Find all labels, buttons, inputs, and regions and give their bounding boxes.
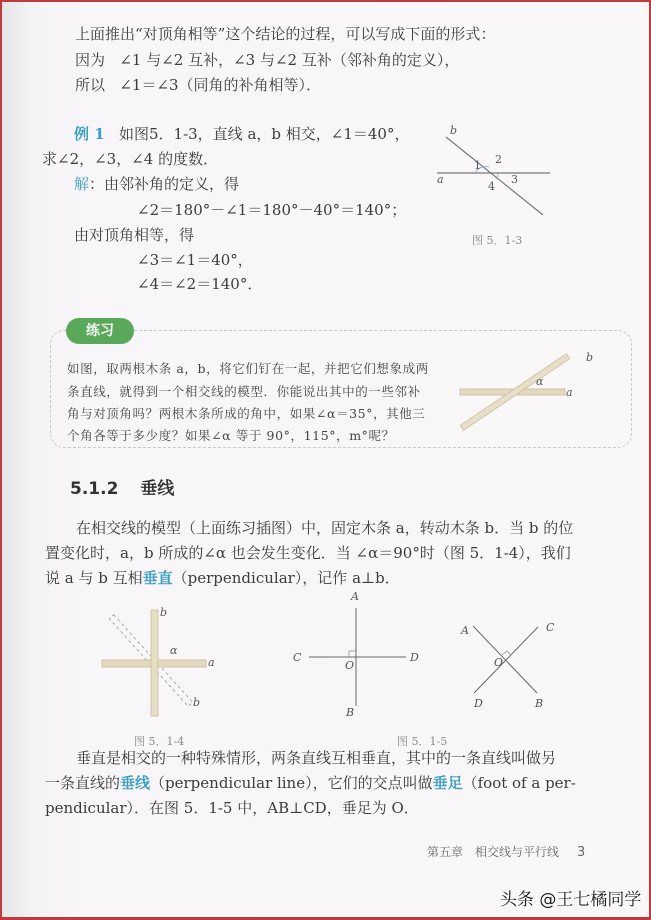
paragraph2-line-2 [45,773,576,793]
practice-badge: 练习 [66,318,134,344]
figure-5-1-3-diagram [430,125,560,220]
page-number: 3 [577,845,586,860]
practice-line-2: 条直线，就得到一个相交线的模型．你能说出其中的一些邻补 [67,384,421,399]
example-line-1 [74,124,409,144]
angle-2-label: 2 [495,153,502,166]
term-perpendicular-line: 垂线 [120,774,151,792]
angle-3-label: 3 [511,173,518,186]
term-perpendicular: 垂直 [142,569,173,587]
solution-label: 解 [74,175,90,193]
solution-text: ：由邻补角的定义，得 [89,175,240,193]
wooden-strips-diagram [455,350,580,420]
alpha-label: α [536,375,544,388]
practice-line-3: 角与对顶角吗？两根木条所成的角中，如果∠α＝35°，其他三 [67,406,426,421]
fig4-a-label: a [208,656,215,669]
example-label: 例 1 [74,125,105,143]
figure-5-1-4-caption: 图 5．1-4 [134,735,185,748]
label-b: b [450,124,458,137]
angle-1-label: 1 [474,159,481,172]
watermark: 头条 @王七橘同学 [500,890,642,910]
page-footer [427,843,585,860]
p2-line2-pre: 一条直线的 [45,774,121,792]
fig5-right-C: C [546,621,555,634]
fig4-b-bottom-label: b [193,696,201,709]
section-title: 垂线 [140,479,175,499]
term-foot: 垂足 [432,774,463,792]
p1-line3-post: （perpendicular），记作 a⊥b． [172,569,400,587]
fig5-left-D: D [410,651,419,664]
fig5-left-O: O [345,659,355,672]
fig5-left-B: B [346,706,355,719]
because-text: ∠1 与∠2 互补，∠3 与∠2 互补（邻补角的定义）， [119,51,460,69]
p2-line2-post: （foot of a per- [462,774,576,792]
paragraph2-line-1: 垂直是相交的一种特殊情形，两条直线互相垂直，其中的一条直线叫做另 [76,749,557,767]
intro-line-1: 上面推出“对顶角相等”这个结论的过程，可以写成下面的形式： [75,25,496,43]
fig4-b-top-label: b [160,606,168,619]
strip-b-label: b [586,351,594,364]
paragraph1-line-1: 在相交线的模型（上面练习插图）中，固定木条 a，转动木条 b．当 b 的位 [76,519,574,537]
label-a: a [437,173,444,186]
example-line-3 [74,174,239,194]
example-line-6: ∠3＝∠1＝40°， [137,251,253,269]
intro-line-2 [75,50,459,70]
fig5-left-A: A [351,590,359,603]
because-label: 因为 [75,51,106,69]
paragraph1-line-2: 置变化时，a，b 所成的∠α 也会发生变化．当 ∠α＝90°时（图 5．1-4），我们 [45,544,571,562]
figure-5-1-5-right-diagram [465,620,555,700]
therefore-text: ∠1＝∠3（同角的补角相等）． [119,76,322,94]
therefore-label: 所以 [75,76,106,94]
fig5-right-O: O [494,656,504,669]
section-heading [70,474,174,499]
practice-line-4: 个角各等于多少度？如果∠α 等于 90°，115°，m°呢？ [67,428,395,443]
fig5-right-B: B [535,697,544,710]
intro-line-3 [75,75,321,95]
figure-5-1-5-caption: 图 5．1-5 [397,735,448,748]
example-question: 如图5．1-3，直线 a，b 相交，∠1＝40°， [118,125,410,143]
fig5-right-A: A [461,624,469,637]
fig5-left-C: C [293,651,302,664]
paragraph2-line-3: pendicular）．在图 5．1-5 中，AB⊥CD，垂足为 O． [45,799,419,817]
section-number: 5.1.2 [70,479,119,499]
example-line-7: ∠4＝∠2＝140°． [137,275,263,293]
chapter-title: 第五章 相交线与平行线 [427,845,560,859]
p2-line2-mid: （perpendicular line），它们的交点叫做 [150,774,433,792]
figure-5-1-5-left-diagram [300,600,420,710]
fig5-right-D: D [474,697,483,710]
angle-4-label: 4 [488,180,495,193]
fig4-alpha-label: α [170,644,178,657]
example-line-4: ∠2＝180°－∠1＝180°－40°＝140°； [137,201,407,219]
paragraph1-line-3 [45,568,400,588]
practice-line-1: 如图，取两根木条 a，b，将它们钉在一起，并把它们想象成两 [67,361,429,376]
example-line-5: 由对顶角相等，得 [74,226,195,244]
figure-5-1-3-caption: 图 5．1-3 [472,234,523,247]
example-line-2: 求∠2，∠3，∠4 的度数． [42,150,219,168]
p1-line3-pre: 说 a 与 b 互相 [45,569,143,587]
strip-a-label: a [566,386,573,399]
